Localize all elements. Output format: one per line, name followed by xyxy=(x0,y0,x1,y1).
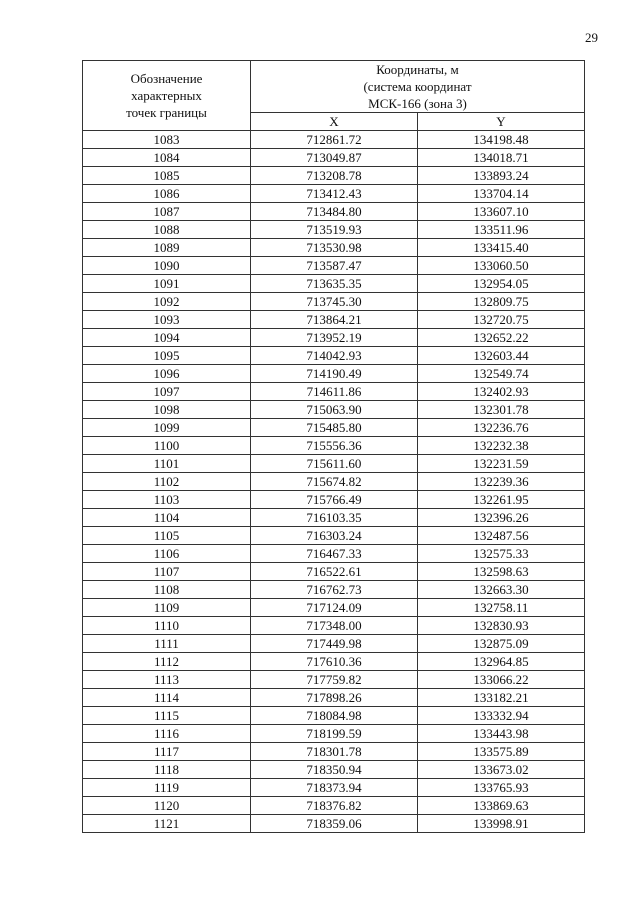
table-row xyxy=(83,473,585,491)
cell-x: 713587.47 xyxy=(251,257,418,275)
cell-x: 716303.24 xyxy=(251,527,418,545)
cell-point-id: 1103 xyxy=(83,491,251,509)
cell-x: 715611.60 xyxy=(251,455,418,473)
cell-y: 133332.94 xyxy=(418,707,585,725)
cell-point-id: 1104 xyxy=(83,509,251,527)
cell-point-id: 1085 xyxy=(83,167,251,185)
table-row xyxy=(83,419,585,437)
cell-x: 718301.78 xyxy=(251,743,418,761)
header-x: X xyxy=(251,113,418,131)
cell-point-id: 1118 xyxy=(83,761,251,779)
cell-x: 717610.36 xyxy=(251,653,418,671)
cell-x: 713208.78 xyxy=(251,167,418,185)
cell-y: 133066.22 xyxy=(418,671,585,689)
cell-y: 133607.10 xyxy=(418,203,585,221)
cell-point-id: 1096 xyxy=(83,365,251,383)
cell-point-id: 1115 xyxy=(83,707,251,725)
table-row xyxy=(83,293,585,311)
cell-y: 132663.30 xyxy=(418,581,585,599)
cell-x: 713530.98 xyxy=(251,239,418,257)
cell-point-id: 1090 xyxy=(83,257,251,275)
cell-y: 132758.11 xyxy=(418,599,585,617)
cell-x: 713864.21 xyxy=(251,311,418,329)
table-row xyxy=(83,545,585,563)
table-row xyxy=(83,707,585,725)
cell-point-id: 1086 xyxy=(83,185,251,203)
cell-y: 132232.38 xyxy=(418,437,585,455)
coordinates-table xyxy=(82,60,585,833)
cell-x: 718359.06 xyxy=(251,815,418,833)
cell-y: 133893.24 xyxy=(418,167,585,185)
cell-y: 132239.36 xyxy=(418,473,585,491)
table-row xyxy=(83,743,585,761)
table-row xyxy=(83,563,585,581)
cell-x: 713484.80 xyxy=(251,203,418,221)
cell-x: 716103.35 xyxy=(251,509,418,527)
table-row xyxy=(83,725,585,743)
cell-point-id: 1099 xyxy=(83,419,251,437)
cell-point-id: 1095 xyxy=(83,347,251,365)
cell-x: 718084.98 xyxy=(251,707,418,725)
cell-y: 133575.89 xyxy=(418,743,585,761)
table-row xyxy=(83,221,585,239)
cell-x: 715766.49 xyxy=(251,491,418,509)
table-row xyxy=(83,635,585,653)
cell-point-id: 1110 xyxy=(83,617,251,635)
cell-x: 713049.87 xyxy=(251,149,418,167)
cell-point-id: 1119 xyxy=(83,779,251,797)
cell-point-id: 1100 xyxy=(83,437,251,455)
cell-point-id: 1117 xyxy=(83,743,251,761)
table-row xyxy=(83,275,585,293)
cell-y: 134198.48 xyxy=(418,131,585,149)
table-header xyxy=(83,61,585,131)
cell-point-id: 1109 xyxy=(83,599,251,617)
cell-x: 714042.93 xyxy=(251,347,418,365)
cell-y: 133182.21 xyxy=(418,689,585,707)
cell-y: 132301.78 xyxy=(418,401,585,419)
cell-x: 717898.26 xyxy=(251,689,418,707)
cell-y: 133415.40 xyxy=(418,239,585,257)
cell-point-id: 1120 xyxy=(83,797,251,815)
cell-y: 133673.02 xyxy=(418,761,585,779)
cell-point-id: 1094 xyxy=(83,329,251,347)
cell-point-id: 1098 xyxy=(83,401,251,419)
table-row xyxy=(83,689,585,707)
cell-x: 713952.19 xyxy=(251,329,418,347)
table-body xyxy=(83,131,585,833)
table-row xyxy=(83,383,585,401)
cell-y: 132261.95 xyxy=(418,491,585,509)
cell-point-id: 1108 xyxy=(83,581,251,599)
cell-x: 718376.82 xyxy=(251,797,418,815)
cell-x: 715485.80 xyxy=(251,419,418,437)
cell-point-id: 1111 xyxy=(83,635,251,653)
cell-point-id: 1107 xyxy=(83,563,251,581)
cell-x: 718199.59 xyxy=(251,725,418,743)
cell-point-id: 1101 xyxy=(83,455,251,473)
cell-x: 715674.82 xyxy=(251,473,418,491)
page-number: 29 xyxy=(585,30,598,45)
table-row xyxy=(83,455,585,473)
cell-point-id: 1097 xyxy=(83,383,251,401)
table-row xyxy=(83,527,585,545)
cell-y: 132402.93 xyxy=(418,383,585,401)
cell-y: 132487.56 xyxy=(418,527,585,545)
cell-point-id: 1102 xyxy=(83,473,251,491)
table-row xyxy=(83,203,585,221)
cell-y: 133869.63 xyxy=(418,797,585,815)
cell-x: 717124.09 xyxy=(251,599,418,617)
cell-x: 713745.30 xyxy=(251,293,418,311)
cell-y: 132809.75 xyxy=(418,293,585,311)
cell-x: 717348.00 xyxy=(251,617,418,635)
cell-x: 714611.86 xyxy=(251,383,418,401)
cell-y: 132954.05 xyxy=(418,275,585,293)
cell-x: 713635.35 xyxy=(251,275,418,293)
cell-point-id: 1113 xyxy=(83,671,251,689)
cell-point-id: 1083 xyxy=(83,131,251,149)
cell-x: 715556.36 xyxy=(251,437,418,455)
cell-x: 714190.49 xyxy=(251,365,418,383)
cell-y: 133765.93 xyxy=(418,779,585,797)
table-row xyxy=(83,167,585,185)
cell-point-id: 1114 xyxy=(83,689,251,707)
cell-y: 132830.93 xyxy=(418,617,585,635)
cell-y: 132236.76 xyxy=(418,419,585,437)
table-row xyxy=(83,365,585,383)
cell-y: 132652.22 xyxy=(418,329,585,347)
cell-point-id: 1087 xyxy=(83,203,251,221)
cell-y: 132231.59 xyxy=(418,455,585,473)
cell-x: 716762.73 xyxy=(251,581,418,599)
header-coordinates-label: Координаты, м (система координат МСК-166 (зона 3) xyxy=(363,62,472,111)
table-row xyxy=(83,761,585,779)
cell-point-id: 1088 xyxy=(83,221,251,239)
table-row xyxy=(83,239,585,257)
cell-x: 713412.43 xyxy=(251,185,418,203)
cell-point-id: 1092 xyxy=(83,293,251,311)
table-row xyxy=(83,401,585,419)
cell-y: 132964.85 xyxy=(418,653,585,671)
cell-point-id: 1091 xyxy=(83,275,251,293)
table-row xyxy=(83,131,585,149)
cell-x: 717759.82 xyxy=(251,671,418,689)
cell-x: 718373.94 xyxy=(251,779,418,797)
cell-x: 713519.93 xyxy=(251,221,418,239)
table-row xyxy=(83,653,585,671)
cell-y: 133443.98 xyxy=(418,725,585,743)
cell-y: 134018.71 xyxy=(418,149,585,167)
table-row xyxy=(83,347,585,365)
cell-y: 133511.96 xyxy=(418,221,585,239)
cell-y: 132575.33 xyxy=(418,545,585,563)
cell-point-id: 1084 xyxy=(83,149,251,167)
cell-y: 133704.14 xyxy=(418,185,585,203)
cell-y: 132598.63 xyxy=(418,563,585,581)
cell-y: 133998.91 xyxy=(418,815,585,833)
cell-y: 132549.74 xyxy=(418,365,585,383)
table-row xyxy=(83,257,585,275)
cell-y: 132396.26 xyxy=(418,509,585,527)
cell-point-id: 1106 xyxy=(83,545,251,563)
table-row xyxy=(83,149,585,167)
cell-y: 132603.44 xyxy=(418,347,585,365)
cell-x: 717449.98 xyxy=(251,635,418,653)
table-row xyxy=(83,491,585,509)
cell-x: 718350.94 xyxy=(251,761,418,779)
table-row xyxy=(83,581,585,599)
table-row xyxy=(83,599,585,617)
cell-point-id: 1089 xyxy=(83,239,251,257)
cell-y: 133060.50 xyxy=(418,257,585,275)
table-row xyxy=(83,815,585,833)
cell-point-id: 1112 xyxy=(83,653,251,671)
cell-y: 132720.75 xyxy=(418,311,585,329)
table-row xyxy=(83,509,585,527)
header-y: Y xyxy=(418,113,585,131)
header-point-designation xyxy=(83,61,251,131)
cell-x: 716467.33 xyxy=(251,545,418,563)
table-row xyxy=(83,779,585,797)
table-row xyxy=(83,329,585,347)
table-row xyxy=(83,437,585,455)
table-row xyxy=(83,797,585,815)
table-row xyxy=(83,311,585,329)
header-point-label: Обозначение характерных точек границы xyxy=(126,71,207,120)
header-coordinates xyxy=(251,61,585,113)
table-row xyxy=(83,617,585,635)
cell-x: 715063.90 xyxy=(251,401,418,419)
table-row xyxy=(83,671,585,689)
cell-point-id: 1093 xyxy=(83,311,251,329)
cell-y: 132875.09 xyxy=(418,635,585,653)
cell-x: 712861.72 xyxy=(251,131,418,149)
table-row xyxy=(83,185,585,203)
cell-point-id: 1121 xyxy=(83,815,251,833)
cell-point-id: 1105 xyxy=(83,527,251,545)
cell-point-id: 1116 xyxy=(83,725,251,743)
cell-x: 716522.61 xyxy=(251,563,418,581)
